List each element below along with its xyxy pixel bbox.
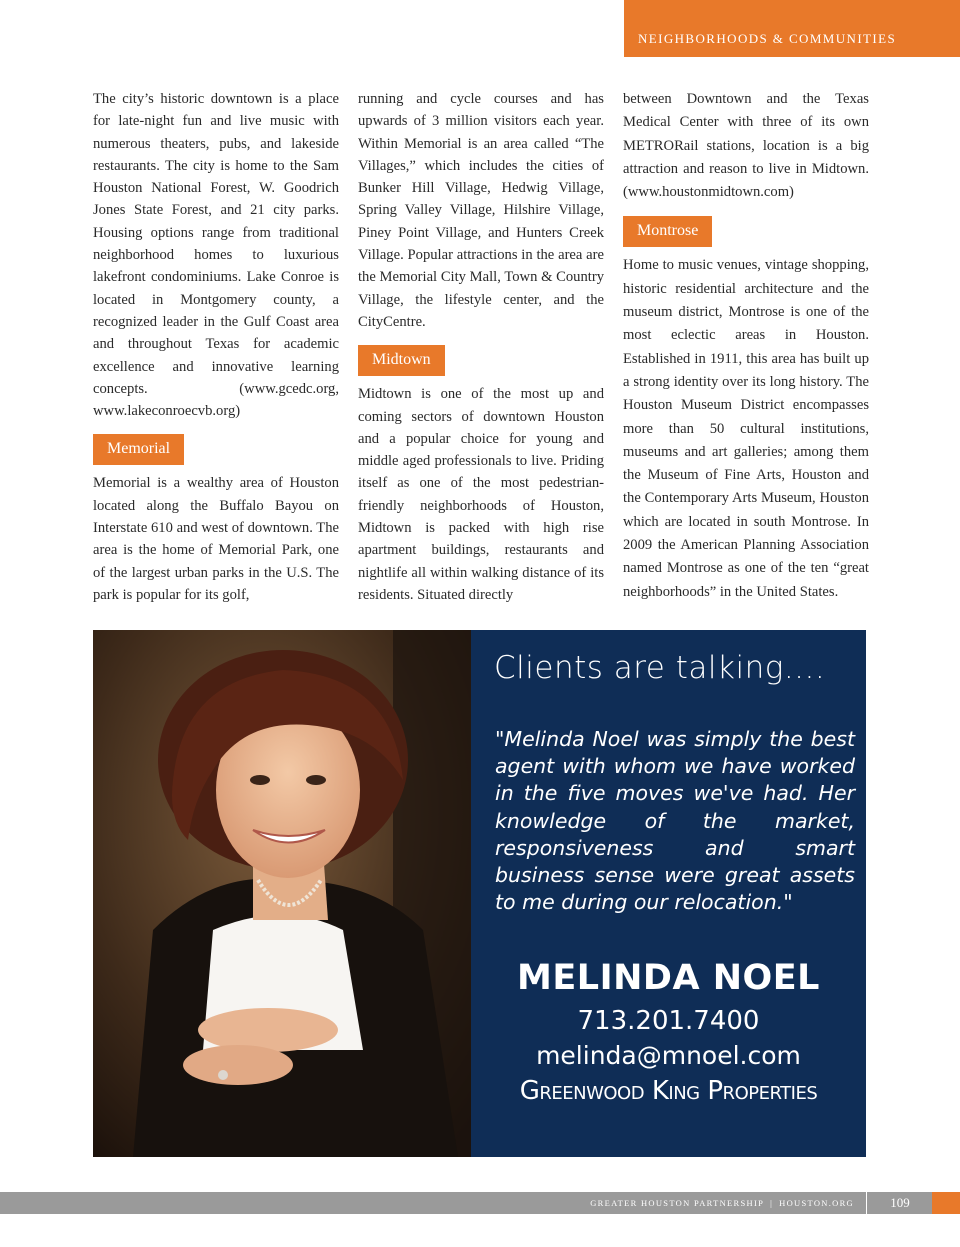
footer-credits <box>590 1192 854 1214</box>
text-column-3 <box>623 88 869 604</box>
intro-paragraph-1: The city’s historic downtown is a place for late-night fun and live music with numerous theaters, pubs, and lakeside restaurants. The city is home to the Sam Houston National Forest, W. Goodrich Jones State Forest, and 21 city parks. Housing options range from traditional neighborhood homes to luxurious lakefront condominiums. Lake Conroe is located in Montgomery county, a recognized leader in the Gulf Coast area and throughout Texas for academic excellence and innovative learning concepts. (www.gcedc.org, www.lakeconroecvb.org) <box>93 91 339 420</box>
agent-portrait-photo <box>93 630 471 1157</box>
footer-org: GREATER HOUSTON PARTNERSHIP <box>590 1198 765 1208</box>
page-number: 109 <box>866 1192 933 1214</box>
agent-email: melinda@mnoel.com <box>536 1041 801 1070</box>
midtown-paragraph: Midtown is one of the most up and coming sectors of downtown Houston and a popular choice for young and middle aged professionals to live. Priding itself as one of the most pedestrian-friendly neighborhoods of Houston, Midtown is packed with high rise apartment buildings, restaurants and nightlife all within walking distance of its residents. Situated directly <box>358 386 604 603</box>
footer-separator: | <box>770 1198 774 1208</box>
section-title: NEIGHBORHOODS & COMMUNITIES <box>638 31 897 46</box>
montrose-paragraph: Home to music venues, vintage shopping, historic residential architecture and the museum district, Montrose is one of the most eclectic areas in Houston. Established in 1911, this area has built up a strong identity over its long history. The Houston Museum District encompasses more than 50 cultural institutions, museums and art galleries; among them the Museum of Fine Arts, Houston and the Contemporary Arts Museum, Houston which are located in south Montrose. In 2009 the American Planning Association named Montrose as one of the ten “great neighborhoods” in the United States. <box>623 257 869 600</box>
footer-accent-block <box>932 1192 960 1214</box>
agent-company: Greenwood King Properties <box>519 1076 818 1106</box>
testimonial-panel <box>471 630 866 1157</box>
testimonial-quote: "Melinda Noel was simply the best agent with whom we have worked in the five moves we've had. Her knowledge of the market, responsiveness and smart business sense were great assets to me during our relocation." <box>495 727 855 915</box>
section-header-tab <box>624 0 960 57</box>
agent-advertisement <box>93 630 866 1157</box>
ad-title: Clients are talking.... <box>494 650 826 686</box>
agent-name: MELINDA NOEL <box>517 958 820 998</box>
footer-site: HOUSTON.ORG <box>779 1198 854 1208</box>
midtown-paragraph-continued: between Downtown and the Texas Medical Center with three of its own METRORail stations, location is a big attraction and reason to live in Midtown. (www.houstonmidtown.com) <box>623 91 869 201</box>
memorial-heading: Memorial <box>93 434 184 465</box>
memorial-paragraph-continued: running and cycle courses and has upwards of 3 million visitors each year. Within Memorial is an area called “The Villages,” which includes the cities of Bunker Hill Village, Hedwig Village, Spring Valley Village, Hilshire Village, Piney Point Village, and Hunters Creek Village. Popular attractions in the area are the Memorial City Mall, Town & Country Village, the lifestyle center, and the CityCentre. <box>358 91 604 330</box>
text-column-2 <box>358 88 604 606</box>
text-column-1 <box>93 88 339 606</box>
memorial-paragraph: Memorial is a wealthy area of Houston located along the Buffalo Bayou on Interstate 610 and west of downtown. The area is the home of Memorial Park, one of the largest urban parks in the U.S. The park is popular for its golf, <box>93 475 339 603</box>
midtown-heading: Midtown <box>358 345 445 376</box>
agent-phone: 713.201.7400 <box>577 1006 760 1036</box>
montrose-heading: Montrose <box>623 216 712 247</box>
